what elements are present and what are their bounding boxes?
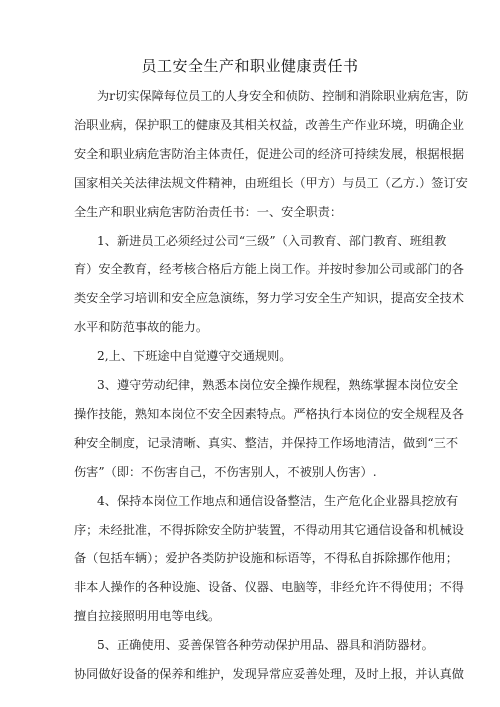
paragraph-line: 非本人操作的各种设施、设备、仪器、电脑等，非经允许不得使用；不得 (74, 580, 464, 595)
paragraph-line: 4、保持本岗位工作地点和通信设备整洁，生产危化企业器具挖放有 (97, 493, 459, 508)
paragraph-line: 治职业病，保护职工的健康及其相关权益，改善生产作业环境，明确企业 (74, 117, 464, 132)
paragraph-line: 为r切实保障每位员工的人身安全和侦防、控制和消除职业病危害，防 (97, 89, 469, 103)
paragraph-line: 序；未经批准，不得拆除安全防护装置，不得动用其它通信设备和机械设 (74, 522, 464, 537)
paragraph-line: 备（包括车辆）；爱护各类防护设施和标语等，不得私自拆除挪作他用； (74, 551, 458, 566)
paragraph-line: 水平和防范事故的能力。 (74, 320, 209, 335)
paragraph-line: 5、正确使用、妥善保管各种劳动保护用品、器具和消防器材。 (97, 638, 434, 653)
paragraph-line: 操作技能，熟知本岗位不安全因素特点。严格执行本岗位的安全规程及各 (74, 406, 464, 421)
paragraph-line: 协同做好设备的保养和维护，发现异常应妥善处理，及时上报，并认真做 (74, 667, 464, 681)
paragraph-line: 安全和职业病危害防治主体责任，促进公司的经济可持续发展，根据根据 (74, 146, 464, 161)
paragraph-line: 种安全制度，记录清晰、真实、整洁，并保持工作场地清洁，做到“三不 (74, 435, 459, 450)
paragraph-line: 全生产和职业病危害防治责任书：一、安全职责： (74, 204, 343, 219)
paragraph-line: 国家相关关法律法规文件精神，由班组长（甲方）与员工（乙方.）签订安 (74, 175, 468, 190)
paragraph-line: 2,上、下班途中自觉遵守交通规则。 (97, 349, 292, 364)
paragraph-line: 3、遵守劳动纪律，熟悉本岗位安全操作规程，熟练掌握本岗位安全 (97, 378, 459, 392)
document-title: 员工安全生产和职业健康责任书 (141, 57, 359, 75)
paragraph-line: 擅自拉接照明用电等电线。 (74, 609, 221, 624)
paragraph-line: 伤害”（即：不伤害自己，不伤害别人，不被别人伤害）. (74, 464, 377, 479)
paragraph-line: 1、新进员工必须经过公司“三级”（入司教育、部门教育、班组教 (97, 233, 447, 248)
paragraph-line: 类安全学习培训和安全应急演练，努力学习安全生产知识，提高安全技术 (74, 291, 464, 306)
paragraph-line: 育）安全教育，经考核合格后方能上岗工作。并按时参加公司或部门的各 (74, 262, 464, 277)
